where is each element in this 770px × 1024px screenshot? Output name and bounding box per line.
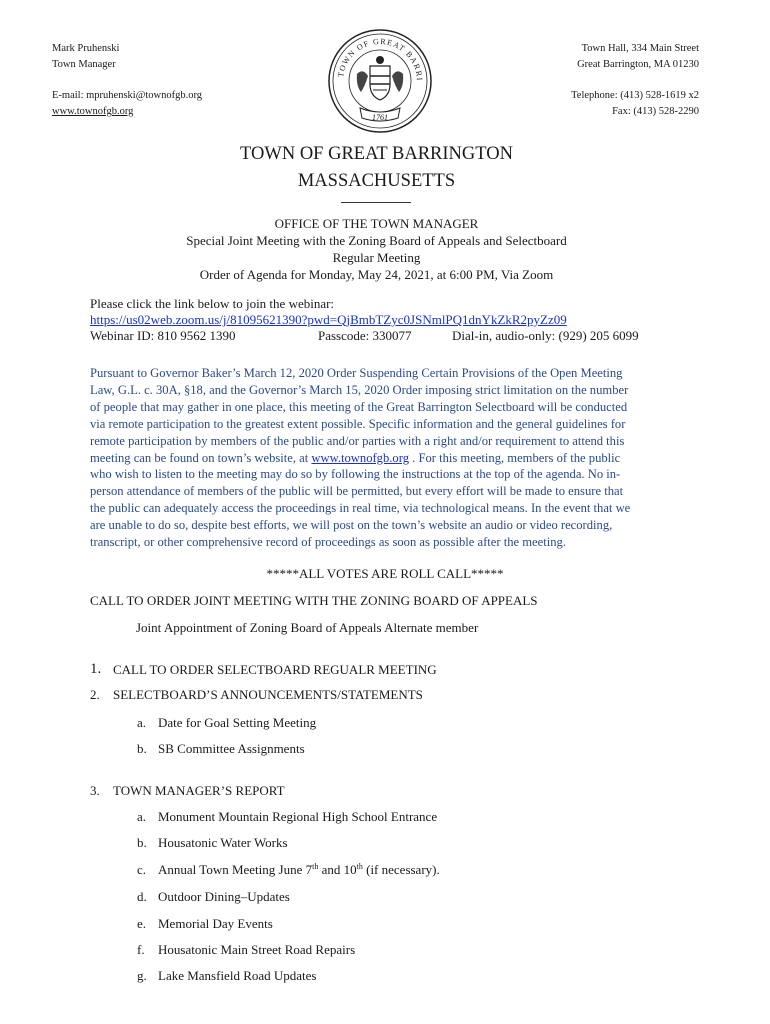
sub-text: Memorial Day Events [158,916,273,931]
roll-call-notice: *****ALL VOTES ARE ROLL CALL***** [266,566,504,581]
notice-line: remote participation by members of the public and/or parties with a right and/or requirement to attend this [90,433,625,448]
sub-item [137,809,438,825]
sub-text: Outdoor Dining–Updates [158,889,290,904]
sub-item [137,862,440,878]
header-left [52,41,119,73]
sub-letter: g. [137,968,147,983]
website-link[interactable]: www.townofgb.org [52,106,134,117]
agenda-number: 1. [90,661,102,677]
webinar-block [90,296,690,344]
office-heading: OFFICE OF THE TOWN MANAGER [274,216,479,231]
fax-text: Fax: (413) 528-2290 [612,106,699,117]
webinar-id: Webinar ID: 810 9562 1390 [90,328,236,343]
office-block [0,215,753,283]
sub-item [137,968,317,984]
notice-line: transcript, or other comprehensive record of proceedings as soon as possible after the meeting. [90,535,566,550]
joint-meeting-item: Joint Appointment of Zoning Board of Appeals Alternate member [136,620,479,635]
document-title [0,141,753,195]
sub-text: Monument Mountain Regional High School Entrance [158,809,438,824]
sub-item [137,889,290,905]
seal-year: 1761 [372,113,388,122]
agenda-title: CALL TO ORDER SELECTBOARD REGUALR MEETING [113,662,437,677]
sub-letter: b. [137,835,147,850]
notice-website-link[interactable]: www.townofgb.org [311,450,409,465]
title-rule [341,202,411,203]
sub-letter: a. [137,809,147,824]
sub-text: SB Committee Assignments [158,741,305,756]
telephone-text: Telephone: (413) 528-1619 x2 [571,90,699,101]
notice-line: person attendance of members of the public will be permitted, but every effort will be made to ensure that [90,484,624,499]
sub-item [137,916,273,932]
notice-line: who wish to listen to the meeting may do so by following the instructions at the top of the agenda. No in- [90,467,621,482]
town-seal [327,28,433,134]
notice-link-before: meeting can be found on town’s website, at [90,450,312,465]
sub-letter: b. [137,741,147,756]
sub-text: Date for Goal Setting Meeting [158,715,317,730]
address-line-1: Town Hall, 334 Main Street [581,43,699,54]
title-line-1: TOWN OF GREAT BARRINGTON [240,144,513,164]
agenda-item [90,661,437,678]
sub-text: Annual Town Meeting June 7th and 10th (if necessary). [158,862,440,877]
notice-line: are unable to do so, despite best efforts, we will post on the town’s website an audio or video recording, [90,518,613,533]
manager-name: Mark Pruhenski [52,43,120,54]
sub-text: Housatonic Main Street Road Repairs [158,942,356,957]
webinar-dial-in: Dial-in, audio-only: (929) 205 6099 [452,328,639,343]
sub-letter: f. [137,942,145,957]
webinar-link[interactable]: https://us02web.zoom.us/j/81095621390?pwd=QjBmbTZyc0JSNmlPQ1dnYkZkR2pyZz09 [90,312,567,327]
sub-item [137,715,317,731]
address-line-2: Great Barrington, MA 01230 [577,59,699,70]
notice-line: of people that may gather in one place, this meeting of the Great Barrington Selectboard will be conducted [90,399,628,414]
sub-letter: a. [137,715,147,730]
header-right [577,41,699,73]
remote-participation-notice [90,365,690,551]
header-phone [571,88,699,120]
notice-line: via remote participation to the greatest extent possible. Specific information and the general guidelines for [90,416,626,431]
meeting-line-2: Regular Meeting [332,250,421,265]
notice-link-after: . For this meeting, members of the public [409,450,621,465]
meeting-line-1: Special Joint Meeting with the Zoning Board of Appeals and Selectboard [186,233,567,248]
sub-text: Housatonic Water Works [158,835,288,850]
sub-item [137,741,305,757]
sub-text: Lake Mansfield Road Updates [158,968,317,983]
manager-title: Town Manager [52,59,116,70]
seal-ring-text: TOWN OF GREAT BARRI [336,36,425,82]
joint-meeting-heading: CALL TO ORDER JOINT MEETING WITH THE ZONING BOARD OF APPEALS [90,593,538,608]
meeting-line-3: Order of Agenda for Monday, May 24, 2021, at 6:00 PM, Via Zoom [199,267,554,282]
title-line-2: MASSACHUSETTS [297,171,456,191]
email-text: E-mail: mpruhenski@townofgb.org [52,90,203,101]
agenda-number: 3. [90,783,100,798]
agenda-item [90,783,285,799]
sub-letter: d. [137,889,147,904]
agenda-number: 2. [90,687,100,702]
sub-item [137,942,356,958]
notice-link-line [90,450,690,467]
sub-letter: e. [137,916,147,931]
webinar-passcode: Passcode: 330077 [318,328,412,343]
notice-line: Law, G.L. c. 30A, §18, and the Governor’s March 15, 2020 Order imposing strict limitation on the number [90,382,629,397]
agenda-title: SELECTBOARD’S ANNOUNCEMENTS/STATEMENTS [113,687,423,702]
sub-item [137,835,288,851]
notice-line: Pursuant to Governor Baker’s March 12, 2020 Order Suspending Certain Provisions of the Open Meeting [90,366,623,380]
webinar-intro: Please click the link below to join the webinar: [90,296,335,311]
header-contact [52,88,202,120]
agenda-title: TOWN MANAGER’S REPORT [113,783,285,798]
notice-line: the public can adequately access the proceedings in real time, via technological means. In the event that we [90,501,631,516]
agenda-item [90,687,423,703]
sub-letter: c. [137,862,147,877]
